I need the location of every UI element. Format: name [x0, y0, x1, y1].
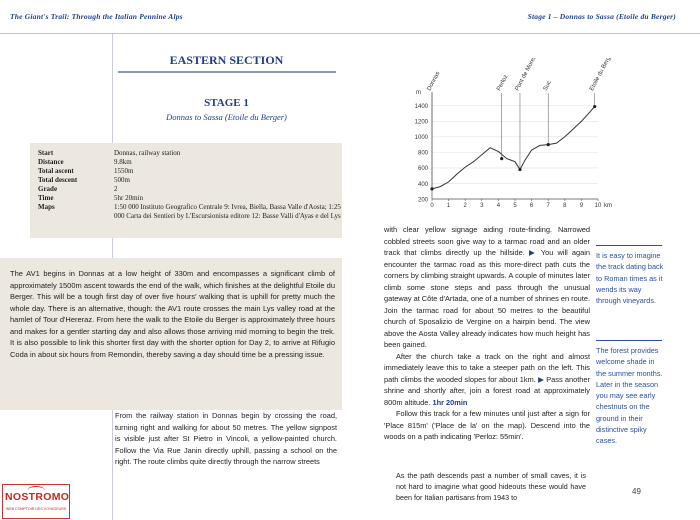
elevation-line — [432, 107, 595, 189]
sidebar-rule — [596, 340, 662, 341]
waypoint-label: Suc — [542, 79, 553, 92]
waypoint-point — [518, 168, 521, 171]
paragraph-text: After the church take a track on the right and almost immediately leave this to take a steeper path on the left. This path climbs the wooded slopes for about 1km. — [384, 351, 590, 384]
x-tick-label: 10 — [594, 203, 602, 209]
y-tick-label: 400 — [417, 181, 428, 188]
info-value: 9.8km — [114, 158, 132, 166]
running-header-left: The Giant's Trail: Through the Italian Pennine Alps — [10, 12, 183, 21]
info-label: Maps — [38, 203, 55, 211]
x-tick-label: 0 — [430, 203, 434, 209]
waypoint-point — [593, 105, 596, 108]
waypoint-label: Perloz — [496, 74, 510, 92]
y-tick-label: 800 — [417, 150, 428, 157]
logo-tagline: WEB COMPTOIR DES VOYAGEURS — [5, 507, 67, 511]
info-value: 5hr 20min — [114, 194, 143, 202]
x-tick-label: 2 — [463, 203, 467, 209]
waypoint-label: Etoile du Berger — [589, 58, 615, 92]
sidebar-rule — [596, 245, 662, 246]
time-marker: 1hr 20min — [432, 397, 468, 407]
header-rule — [0, 33, 700, 34]
paragraph-text: with clear yellow signage aiding route-finding. Narrowed cobbled streets soon give way to a tarmac road and an older track that climbs directly up the hillside. — [384, 225, 590, 257]
nostromo-logo — [2, 484, 70, 519]
paragraph — [384, 408, 590, 443]
quote-text: As the path descends past a number of small caves, it is not hard to imagine what good hideouts these would have been for Italian partisans from 1943 to — [396, 471, 586, 502]
y-tick-label: 1400 — [414, 104, 428, 111]
info-value: 500m — [114, 176, 130, 184]
y-axis-label: m — [416, 90, 421, 96]
info-label: Time — [38, 194, 54, 202]
intro-box — [0, 258, 342, 410]
info-value: 1550m — [114, 167, 134, 175]
x-tick-label: 4 — [496, 203, 501, 209]
info-label: Start — [38, 149, 54, 157]
paragraph — [384, 224, 590, 351]
section-title: EASTERN SECTION — [169, 53, 284, 67]
info-label: Grade — [38, 185, 58, 193]
arrow-icon: ▶ — [529, 248, 537, 257]
x-tick-label: 7 — [546, 203, 550, 209]
stage-subtitle: Donnas to Sassa (Etoile du Berger) — [166, 112, 287, 122]
sidebar-note-1: It is easy to imagine the track dating back to Roman times as it wends its way through vineyards. — [596, 251, 664, 306]
x-tick-label: 6 — [529, 203, 534, 209]
y-tick-label: 1000 — [414, 135, 428, 142]
intro-text: The AV1 begins in Donnas at a low height of 330m and encompasses a significant climb of approximately 1500m ascent towards the end of the walk, which finishes at the delightful Etoile du Berger. This will be a tough first day of over five hours' walking that is uphill for pretty much the whole day. There is an alternative, though: the AV1 route crosses the main Lys valley road at the hamlet of Tour d'Hereraz. From here the walk to the Etoile du Berger is approximately three hours and makes for a gentler starting day and also allows those arriving mid morning to begin the trek. It is also possible to link this shorter first day with the shorter option for Day 2, to arrive at Rifugio Coda in about six hours from Remondin, thereby saving a day should time be a pressing issue. — [10, 269, 335, 359]
paragraph-text: Follow this track for a few minutes until just after a sign for 'Place 815m' ('Place de la' on the map). Descend into the woods on a path indicating 'Perloz: 55min'. — [384, 409, 590, 441]
paragraph — [384, 351, 590, 409]
paragraph-text: Pass another shrine and shortly after, join a forest road at approximately 800m altitude. — [384, 374, 590, 407]
x-tick-label: 8 — [563, 203, 567, 209]
info-label: Distance — [38, 158, 64, 166]
y-tick-label: 1200 — [414, 119, 428, 126]
info-label: Total descent — [38, 176, 78, 184]
waypoint-point — [547, 143, 550, 146]
waypoint-point — [500, 157, 503, 160]
arrow-icon: ▶ — [538, 374, 544, 384]
info-value: 1:50 000 Instituto Geografico Centrale 9: Ivrea, Biella, Bassa Valle d'Aosta; 1:25 000 Carta dei Sentieri by L'Escursionista editore 12: Basse Valli d'Ayas e del Lys — [114, 203, 341, 220]
info-value: 2 — [114, 185, 118, 193]
y-tick-label: 600 — [417, 166, 428, 173]
right-body-text — [384, 224, 590, 443]
info-label: Total ascent — [38, 167, 74, 175]
x-unit-label: km — [604, 203, 612, 209]
x-tick-label: 9 — [579, 203, 584, 209]
waypoint-label: Donnas — [426, 70, 442, 92]
waypoint-point — [430, 187, 433, 190]
y-tick-label: 200 — [417, 197, 428, 204]
section-rule — [118, 71, 336, 73]
elevation-chart — [390, 58, 640, 216]
sidebar-note-2: The forest provides welcome shade in the summer months. Later in the season you may see early chestnuts on the ground in their distinctive spiky cases. — [596, 346, 663, 446]
stage-info-box — [30, 143, 342, 238]
waypoint-label: Pont de Moretta — [514, 58, 540, 92]
left-body-text: From the railway station in Donnas begin by crossing the road, turning right and walking for about 50 metres. The yellow signpost is visible just after St Pietro in Vincoli, a yellow-painted church. Follow the Via Rue Janin directly uphill, passing a school on the right. The route climbs quite directly through the narrow streets — [115, 411, 337, 466]
paragraph-text: You will again encounter the tarmac road as this more-direct path cuts the corners by climbing straight upwards. A couple of minutes later climb some stone steps and pass through the unusual gateway at Côte d'Artada, one of a number of shrines en route. Join the tarmac road for about 50 metres to the beautiful church of Sposalizio de Vergine on a hairpin bend. The view above the Aosta Valley already indicates how much height has been gained. — [384, 248, 591, 349]
running-header-right: Stage 1 – Donnas to Sassa (Etoile du Berger) — [527, 12, 676, 21]
info-value: Donnas, railway station — [114, 149, 181, 157]
stage-title: STAGE 1 — [204, 97, 249, 109]
x-tick-label: 3 — [480, 203, 484, 209]
x-tick-label: 1 — [446, 203, 451, 209]
elevation-profile — [390, 58, 640, 216]
logo-name: NOSTROMO — [5, 491, 70, 503]
x-tick-label: 5 — [513, 203, 517, 209]
page-number: 49 — [632, 487, 641, 496]
